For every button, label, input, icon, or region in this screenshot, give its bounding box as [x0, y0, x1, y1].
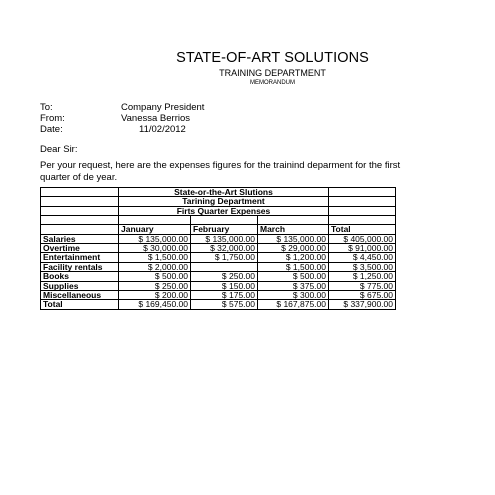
- memo-body: Per your request, here are the expenses figures for the trainind deparment for the first quarter of de year.: [40, 160, 401, 183]
- column-header-total: Total: [329, 225, 396, 234]
- table-cell: $ 135,000.00: [119, 234, 191, 243]
- table-cell: $ 1,200.00: [258, 253, 329, 262]
- table-cell: $ 29,000.00: [258, 244, 329, 253]
- to-value: Company President: [121, 102, 205, 113]
- table-cell: $ 32,000.00: [191, 244, 258, 253]
- row-label: Miscellaneous: [41, 291, 119, 300]
- expenses-table: [40, 187, 396, 310]
- table-row: [41, 253, 396, 262]
- table-cell: $ 2,000.00: [119, 262, 191, 271]
- table-cell: $ 405,000.00: [329, 234, 396, 243]
- row-label: Facility rentals: [41, 262, 119, 271]
- table-cell: [41, 216, 119, 225]
- table-cell: $ 91,000.00: [329, 244, 396, 253]
- row-label: Salaries: [41, 234, 119, 243]
- table-cell: $ 375.00: [258, 281, 329, 290]
- table-cell: $ 1,750.00: [191, 253, 258, 262]
- table-cell: $ 135,000.00: [191, 234, 258, 243]
- table-row: [41, 262, 396, 271]
- row-label: Total: [41, 300, 119, 309]
- table-cell: $ 575.00: [191, 300, 258, 309]
- table-row: [41, 291, 396, 300]
- table-cell: $ 169,450.00: [119, 300, 191, 309]
- table-cell: $ 500.00: [119, 272, 191, 281]
- column-header-february: February: [191, 225, 258, 234]
- table-cell: $ 675.00: [329, 291, 396, 300]
- table-cell: $ 775.00: [329, 281, 396, 290]
- from-label: From:: [40, 113, 65, 124]
- row-label: Books: [41, 272, 119, 281]
- row-label: Supplies: [41, 281, 119, 290]
- column-header-january: January: [119, 225, 191, 234]
- table-cell: $ 150.00: [191, 281, 258, 290]
- table-cell: [41, 188, 119, 197]
- date-label: Date:: [40, 124, 63, 135]
- table-cell: [329, 197, 396, 206]
- table-cell: [41, 197, 119, 206]
- table-cell: $ 175.00: [191, 291, 258, 300]
- department-subtitle: TRAINING DEPARTMENT: [219, 68, 326, 78]
- date-value: 11/02/2012: [139, 124, 186, 135]
- table-cell: $ 167,875.00: [258, 300, 329, 309]
- table-row: [41, 272, 396, 281]
- table-cell: [41, 206, 119, 215]
- table-cell: $ 1,500.00: [119, 253, 191, 262]
- table-cell: $ 250.00: [119, 281, 191, 290]
- table-title-line-1: State-or-the-Art Slutions: [119, 188, 329, 197]
- table-title-line-2: Tarining Department: [119, 197, 329, 206]
- table-title-line-3: Firts Quarter Expenses: [119, 206, 329, 215]
- table-cell: $ 500.00: [258, 272, 329, 281]
- table-cell: $ 4,450.00: [329, 253, 396, 262]
- table-cell: $ 30,000.00: [119, 244, 191, 253]
- table-cell: $ 300.00: [258, 291, 329, 300]
- table-cell: $ 1,250.00: [329, 272, 396, 281]
- table-cell: $ 3,500.00: [329, 262, 396, 271]
- column-header-march: March: [258, 225, 329, 234]
- table-cell: [41, 225, 119, 234]
- table-cell: [329, 206, 396, 215]
- to-label: To:: [40, 102, 53, 113]
- table-cell: $ 1,500.00: [258, 262, 329, 271]
- table-row: [41, 300, 396, 309]
- document-type: MEMORANDUM: [250, 80, 295, 86]
- row-label: Overtime: [41, 244, 119, 253]
- table-cell: $ 250.00: [191, 272, 258, 281]
- from-value: Vanessa Berrios: [121, 113, 190, 124]
- table-cell: $ 135,000.00: [258, 234, 329, 243]
- salutation: Dear Sir:: [40, 144, 78, 155]
- table-cell: $ 337,900.00: [329, 300, 396, 309]
- table-cell: [329, 188, 396, 197]
- row-label: Entertainment: [41, 253, 119, 262]
- company-title: STATE-OF-ART SOLUTIONS: [176, 50, 369, 66]
- table-cell: $ 200.00: [119, 291, 191, 300]
